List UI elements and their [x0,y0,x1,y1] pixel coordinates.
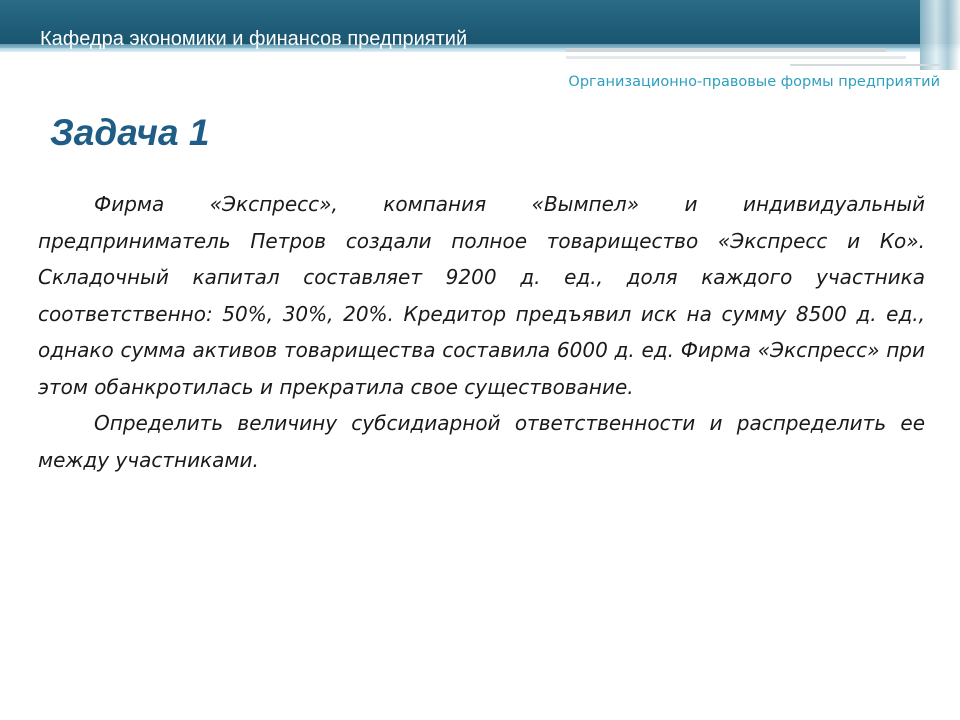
task-text [38,186,925,478]
department-title: Кафедра экономики и финансов предприятий [40,28,468,50]
header-decoration [920,0,960,70]
slide-title: Задача 1 [50,112,210,153]
slide-subtitle: Организационно-правовые формы предприятий [568,74,940,90]
header-divider-line [566,56,906,59]
header-divider-line [566,48,886,52]
task-paragraph: Фирма «Экспресс», компания «Вымпел» и индивидуальный предприниматель Петров создали полное товарищество «Экспресс и Ко». Складочный капитал составляет 9200 д. ед., доля каждого участника соответственно: 50%, 30%, 20%. Кредитор предъявил иск на сумму 8500 д. ед., однако сумма активов товарищества составила 6000 д. ед. Фирма «Экспресс» при этом обанкротилась и прекратила свое существование. [38,192,925,399]
header-divider-line [790,64,940,66]
task-paragraph: Определить величину субсидиарной ответственности и распределить ее между участниками. [38,411,925,472]
